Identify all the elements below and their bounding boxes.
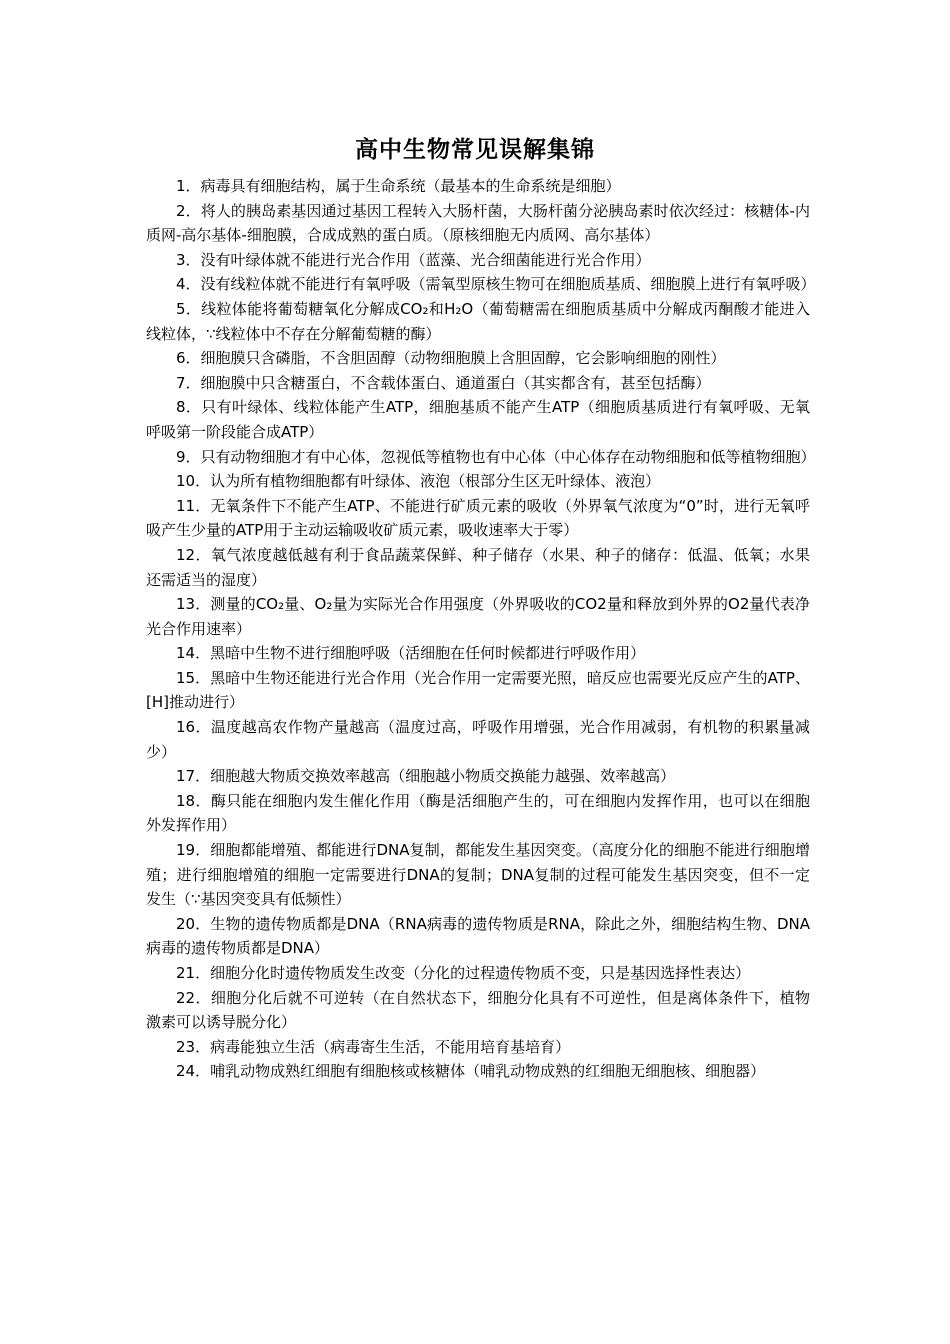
list-item: 11．无氧条件下不能产生ATP、不能进行矿质元素的吸收（外界氧气浓度为“0”时，进行无氧呼吸产生少量的ATP用于主动运输吸收矿质元素，吸收速率大于零） [146, 496, 810, 540]
list-item: 8．只有叶绿体、线粒体能产生ATP，细胞基质不能产生ATP（细胞质基质进行有氧呼吸、无氧呼吸第一阶段能合成ATP） [146, 398, 810, 441]
list-item: 18．酶只能在细胞内发生催化作用（酶是活细胞产生的，可在细胞内发挥作用，也可以在细胞外发挥作用） [146, 791, 810, 835]
list-item: 1．病毒具有细胞结构，属于生命系统（最基本的生命系统是细胞） [176, 177, 621, 195]
list-item: 9．只有动物细胞才有中心体，忽视低等植物也有中心体（中心体存在动物细胞和低等植物细胞） [176, 447, 816, 466]
list-item: 6．细胞膜只含磷脂，不含胆固醇（动物细胞膜上含胆固醇，它会影响细胞的刚性） [176, 349, 726, 368]
list-item: 4．没有线粒体就不能进行有氧呼吸（需氧型原核生物可在细胞质基质、细胞膜上进行有氧呼吸） [176, 275, 816, 294]
list-item: 24．哺乳动物成熟红细胞有细胞核或核糖体（哺乳动物成熟的红细胞无细胞核、细胞器） [176, 1062, 766, 1081]
list-item: 14．黑暗中生物不进行细胞呼吸（活细胞在任何时候都进行呼吸作用） [176, 644, 646, 663]
document-title: 高中生物常见误解集锦 [355, 137, 595, 163]
list-item: 2．将人的胰岛素基因通过基因工程转入大肠杆菌，大肠杆菌分泌胰岛素时依次经过：核糖体-内质网-高尔基体-细胞膜，合成成熟的蛋白质。（原核细胞无内质网、高尔基体） [146, 201, 810, 245]
document-body [146, 174, 816, 1084]
list-item: 13．测量的CO₂量、O₂量为实际光合作用强度（外界吸收的CO2量和释放到外界的O2量代表净光合作用速率） [146, 595, 810, 638]
list-item: 17．细胞越大物质交换效率越高（细胞越小物质交换能力越强、效率越高） [176, 767, 676, 786]
list-item: 5．线粒体能将葡萄糖氧化分解成CO₂和H₂O（葡萄糖需在细胞质基质中分解成丙酮酸才能进入线粒体，∵线粒体中不存在分解葡萄糖的酶） [146, 299, 810, 343]
list-item: 23．病毒能独立生活（病毒寄生生活，不能用培育基培育） [176, 1037, 571, 1056]
list-item: 10．认为所有植物细胞都有叶绿体、液泡（根部分生区无叶绿体、液泡） [176, 472, 661, 491]
list-item: 15．黑暗中生物还能进行光合作用（光合作用一定需要光照，暗反应也需要光反应产生的ATP、[H]推动进行） [146, 668, 810, 712]
list-item: 7．细胞膜中只含糖蛋白，不含载体蛋白、通道蛋白（其实都含有，甚至包括酶） [176, 373, 711, 392]
list-item: 20．生物的遗传物质都是DNA（RNA病毒的遗传物质是RNA，除此之外，细胞结构生物、DNA病毒的遗传物质都是DNA） [146, 914, 810, 958]
list-item: 21．细胞分化时遗传物质发生改变（分化的过程遗传物质不变，只是基因选择性表达） [176, 964, 751, 982]
list-item: 12．氧气浓度越低越有利于食品蔬菜保鲜、种子储存（水果、种子的储存：低温、低氧；水果还需适当的湿度） [146, 545, 810, 589]
list-item: 19．细胞都能增殖、都能进行DNA复制，都能发生基因突变。（高度分化的细胞不能进行细胞增殖；进行细胞增殖的细胞一定需要进行DNA的复制；DNA复制的过程可能发生基因突变，但不一定发生（∵基因突变具有低频性） [146, 841, 810, 909]
list-item: 3．没有叶绿体就不能进行光合作用（蓝藻、光合细菌能进行光合作用） [176, 250, 651, 269]
list-item: 16．温度越高农作物产量越高（温度过高，呼吸作用增强，光合作用减弱，有机物的积累量减少） [146, 718, 810, 761]
list-item: 22．细胞分化后就不可逆转（在自然状态下，细胞分化具有不可逆性，但是离体条件下，植物激素可以诱导脱分化） [146, 988, 810, 1032]
